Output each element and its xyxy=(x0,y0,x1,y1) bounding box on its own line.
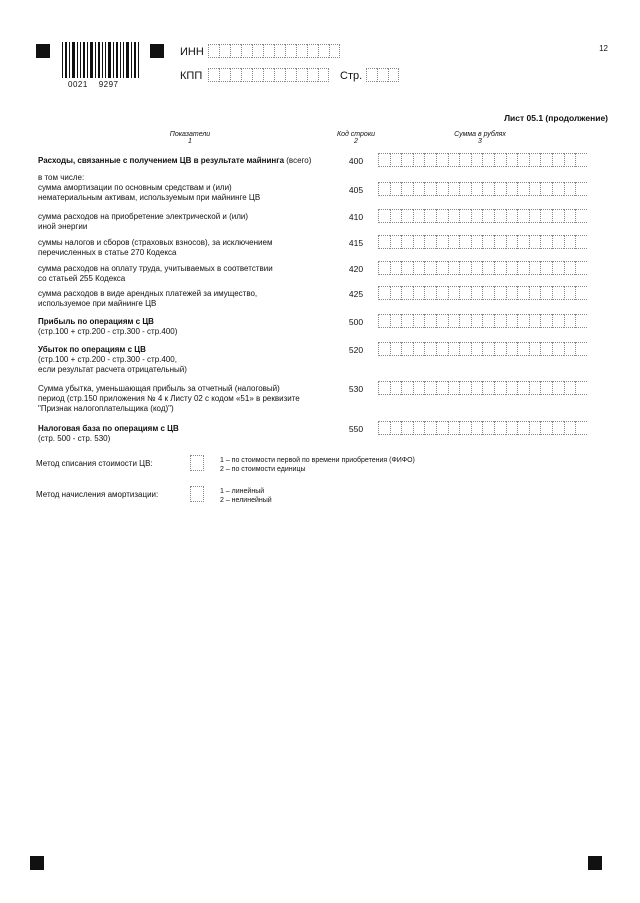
row-label-bold: Убыток по операциям с ЦВ xyxy=(38,345,146,354)
sheet-title: Лист 05.1 (продолжение) xyxy=(504,113,608,123)
writeoff-method-field[interactable] xyxy=(190,455,204,471)
amount-field[interactable] xyxy=(378,286,587,300)
page-field[interactable] xyxy=(366,68,399,82)
amount-field[interactable] xyxy=(378,381,587,395)
amortization-method-field[interactable] xyxy=(190,486,204,502)
row-code: 420 xyxy=(348,264,364,274)
inn-label: ИНН xyxy=(180,46,204,58)
row-code: 415 xyxy=(348,238,364,248)
row-label xyxy=(38,156,343,166)
kpp-label: КПП xyxy=(180,70,203,82)
writeoff-method-options: 1 – по стоимости первой по времени приобретения (ФИФО) 2 – по стоимости единицы xyxy=(220,457,415,473)
column-header-amount: Сумма в рублях 3 xyxy=(454,131,506,145)
column-header-code: Код строки 2 xyxy=(336,131,376,145)
page-label: Стр. xyxy=(340,70,363,82)
page-number: 12 xyxy=(599,44,608,53)
amount-field[interactable] xyxy=(378,261,587,275)
amortization-method-options: 1 – линейный 2 – нелинейный xyxy=(220,488,272,504)
corner-marker-bottom-right xyxy=(588,856,602,870)
amount-field[interactable] xyxy=(378,182,587,196)
row-code: 520 xyxy=(348,345,364,355)
column-header-indicators: Показатели 1 xyxy=(169,131,211,145)
row-code: 400 xyxy=(348,156,364,166)
row-label-bold: Расходы, связанные с получением ЦВ в результате майнинга xyxy=(38,156,285,165)
row-label-bold: Прибыль по операциям с ЦВ xyxy=(38,317,154,326)
barcode xyxy=(62,42,140,78)
barcode-number: 0021 9297 xyxy=(68,80,119,89)
amount-field[interactable] xyxy=(378,153,587,167)
amount-field[interactable] xyxy=(378,314,587,328)
row-label-normal: (стр.100 + стр.200 - стр.300 - стр.400, если результат расчета отрицательный) xyxy=(38,355,187,374)
row-label: сумма расходов в виде арендных платежей за имущество, используемое при майнинге ЦВ xyxy=(38,289,258,308)
row-label xyxy=(38,345,343,375)
row-label: сумма расходов на приобретение электрической и (или) иной энергии xyxy=(38,212,249,231)
row-label xyxy=(38,317,343,337)
row-code: 550 xyxy=(348,424,364,434)
writeoff-method-label: Метод списания стоимости ЦВ: xyxy=(36,459,153,468)
row-code: 500 xyxy=(348,317,364,327)
row-code: 410 xyxy=(348,212,364,222)
kpp-field[interactable] xyxy=(208,68,329,82)
amount-field[interactable] xyxy=(378,342,587,356)
row-label: в том числе: сумма амортизации по основным средствам и (или) нематериальным активам, используемым при майнинге ЦВ xyxy=(38,173,261,202)
amount-field[interactable] xyxy=(378,209,587,223)
row-code: 405 xyxy=(348,185,364,195)
corner-marker-top-left xyxy=(36,44,50,58)
inn-field[interactable] xyxy=(208,44,340,58)
row-label-normal: (стр. 500 - стр. 530) xyxy=(38,434,111,443)
row-label-normal: (стр.100 + стр.200 - стр.300 - стр.400) xyxy=(38,327,178,336)
row-code: 425 xyxy=(348,289,364,299)
row-label: сумма расходов на оплату труда, учитываемых в соответствии со статьей 255 Кодекса xyxy=(38,264,273,283)
amount-field[interactable] xyxy=(378,235,587,249)
row-label: суммы налогов и сборов (страховых взносов), за исключением перечисленных в статье 270 Кодекса xyxy=(38,238,273,257)
corner-marker-bottom-left xyxy=(30,856,44,870)
row-code: 530 xyxy=(348,384,364,394)
corner-marker-top-mid xyxy=(150,44,164,58)
row-label-bold: Налоговая база по операциям с ЦВ xyxy=(38,424,179,433)
row-label-normal: (всего) xyxy=(284,156,312,165)
row-label xyxy=(38,424,343,444)
amortization-method-label: Метод начисления амортизации: xyxy=(36,490,159,499)
amount-field[interactable] xyxy=(378,421,587,435)
row-label: Сумма убытка, уменьшающая прибыль за отчетный (налоговый) период (стр.150 приложения № 4 к Листу 02 с кодом «51» в реквизите "Признак налогоплательщика (код)") xyxy=(38,384,300,413)
